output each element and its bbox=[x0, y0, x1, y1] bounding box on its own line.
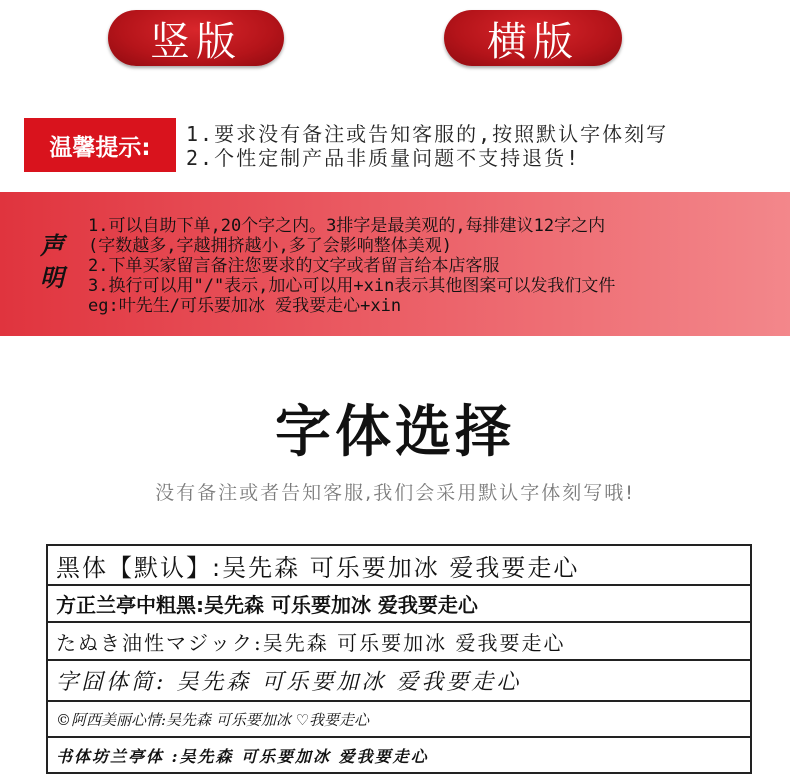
statement-text bbox=[88, 216, 615, 316]
tips-text bbox=[186, 122, 668, 170]
statement-line: eg:叶先生/可乐要加冰 爱我要走心+xin bbox=[88, 296, 402, 316]
tips-line: 1.要求没有备注或告知客服的,按照默认字体刻写 bbox=[186, 122, 669, 146]
font-table bbox=[46, 544, 752, 774]
statement-line: (字数越多,字越拥挤越小,多了会影响整体美观) bbox=[88, 236, 452, 256]
statement-title bbox=[36, 230, 68, 294]
font-option-row[interactable]: たぬき油性マジック:吴先森 可乐要加冰 爱我要走心 bbox=[48, 623, 750, 661]
statement-line: 2.下单买家留言备注您要求的文字或者留言给本店客服 bbox=[88, 256, 500, 276]
font-select-title: 字体选择 bbox=[275, 400, 515, 465]
font-option-row[interactable]: 字囧体简: 吴先森 可乐要加冰 爱我要走心 bbox=[48, 661, 750, 702]
statement-line: 3.换行可以用"/"表示,加心可以用+xin表示其他图案可以发我们文件 bbox=[88, 276, 616, 296]
statement-title-char: 明 bbox=[40, 263, 64, 292]
statement-title-char: 声 bbox=[40, 231, 64, 260]
vertical-option-button[interactable]: 竖版 bbox=[108, 10, 284, 66]
font-option-row[interactable]: 方正兰亭中粗黑:吴先森 可乐要加冰 爱我要走心 bbox=[48, 586, 750, 623]
font-option-row[interactable]: 黑体【默认】:吴先森 可乐要加冰 爱我要走心 bbox=[48, 546, 750, 586]
tips-label: 温馨提示: bbox=[24, 118, 176, 172]
tips-line: 2.个性定制产品非质量问题不支持退货! bbox=[186, 146, 581, 170]
statement-line: 1.可以自助下单,20个字之内。3排字是最美观的,每排建议12字之内 bbox=[88, 216, 606, 236]
font-option-row[interactable]: 书体坊兰亭体 :吴先森 可乐要加冰 爱我要走心 bbox=[48, 738, 750, 774]
horizontal-option-button[interactable]: 横版 bbox=[444, 10, 622, 66]
font-option-row[interactable]: ©阿西美丽心情:吴先森 可乐要加冰 ♡我要走心 bbox=[48, 702, 750, 738]
font-select-subtitle: 没有备注或者告知客服,我们会采用默认字体刻写哦! bbox=[155, 482, 635, 504]
statement-panel bbox=[0, 192, 790, 336]
